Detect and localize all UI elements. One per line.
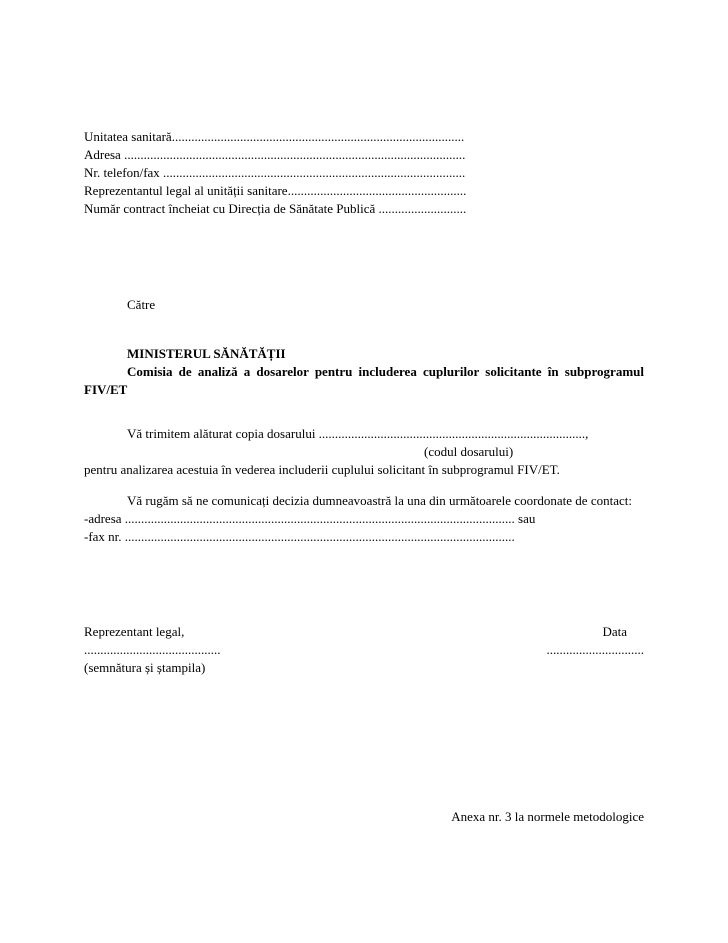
footer — [84, 808, 644, 826]
signature-dots-row — [84, 641, 644, 659]
contact-fax-line: -fax nr. ........................................................................................................................ — [84, 529, 515, 544]
signature-stamp-note: (semnătura și ștampila) — [84, 660, 206, 675]
body-request-paragraph — [84, 492, 644, 546]
header-fields — [84, 128, 644, 218]
representative-signature-dots: .......................................... — [84, 642, 221, 657]
commission-name: Comisia de analiză a dosarelor pentru includerea cuplurilor solicitante în subprogramul FIV/ET — [84, 364, 644, 397]
phone-fax-field: Nr. telefon/fax ............................................................................................. — [84, 165, 466, 180]
date-dots: .............................. — [546, 642, 644, 657]
recipient-to — [84, 296, 644, 314]
unit-field: Unitatea sanitară.......................................................................................... — [84, 129, 465, 144]
address-field: Adresa ......................................................................................................... — [84, 147, 466, 162]
signature-block — [84, 623, 644, 677]
send-copy-text: Vă trimitem alăturat copia dosarului .................................................................................., — [127, 426, 589, 441]
signature-labels-row — [84, 623, 644, 641]
body-send-paragraph — [84, 425, 644, 479]
request-decision-text: Vă rugăm să ne comunicați decizia dumneavoastră la una din următoarele coordonate de contact: — [127, 493, 632, 508]
representative-label: Reprezentant legal, — [84, 624, 185, 639]
analysis-purpose-text: pentru analizarea acestuia în vederea includerii cuplului solicitant în subprogramul FIV/ET. — [84, 462, 560, 477]
contract-number-field: Număr contract încheiat cu Direcția de Sănătate Publică ........................... — [84, 201, 467, 216]
contact-address-line: -adresa ........................................................................................................................ sau — [84, 511, 536, 526]
ministry-name: MINISTERUL SĂNĂTĂȚII — [127, 346, 286, 361]
annex-label: Anexa nr. 3 la normele metodologice — [451, 809, 644, 824]
legal-representative-field: Reprezentantul legal al unității sanitare....................................................... — [84, 183, 467, 198]
recipient-to-label: Către — [127, 297, 156, 312]
file-code-note: (codul dosarului) — [424, 444, 514, 459]
recipient-block — [84, 345, 644, 399]
date-label: Data — [602, 624, 627, 639]
